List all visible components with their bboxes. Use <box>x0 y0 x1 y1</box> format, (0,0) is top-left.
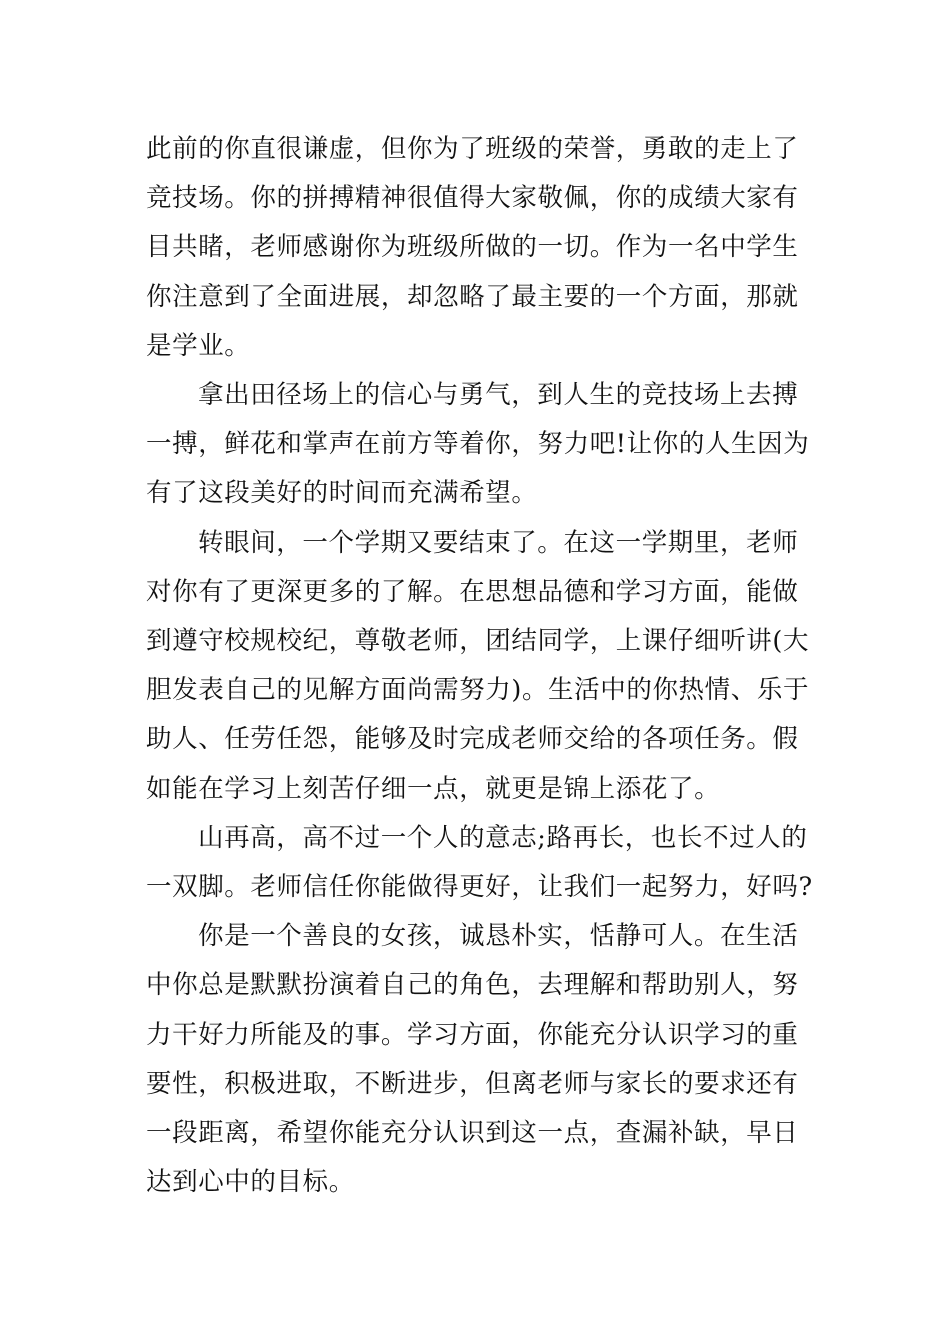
paragraph-line: 对你有了更深更多的了解。在思想品德和学习方面，能做 <box>146 576 799 607</box>
paragraph-line: 此前的你直很谦虚，但你为了班级的荣誉，勇敢的走上了 <box>146 134 799 164</box>
paragraph-line: 山再高，高不过一个人的意志;路再长，也长不过人的 <box>198 822 808 853</box>
paragraph-line: 有了这段美好的时间而充满希望。 <box>146 478 538 509</box>
paragraph-line: 一搏，鲜花和掌声在前方等着你，努力吧!让你的人生因为 <box>146 429 810 460</box>
paragraph-5 <box>146 912 810 1207</box>
paragraph-line: 达到心中的目标。 <box>146 1167 355 1198</box>
paragraph-line: 一段距离，希望你能充分认识到这一点，查漏补缺，早日 <box>146 1118 799 1149</box>
paragraph-line: 你注意到了全面进展，却忽略了最主要的一个方面，那就 <box>146 281 799 312</box>
paragraph-line: 拿出田径场上的信心与勇气，到人生的竞技场上去搏 <box>198 380 799 411</box>
paragraph-line: 竞技场。你的拼搏精神很值得大家敬佩，你的成绩大家有 <box>146 183 799 214</box>
paragraph-line: 一双脚。老师信任你能做得更好，让我们一起努力，好吗? <box>146 872 813 903</box>
paragraph-line: 力干好力所能及的事。学习方面，你能充分认识学习的重 <box>146 1019 799 1050</box>
paragraph-2 <box>146 371 810 519</box>
paragraph-line: 是学业。 <box>146 330 251 361</box>
paragraph-line: 目共睹，老师感谢你为班级所做的一切。作为一名中学生 <box>146 232 799 263</box>
paragraph-line: 如能在学习上刻苦仔细一点，就更是锦上添花了。 <box>146 773 721 804</box>
paragraph-1 <box>146 125 810 371</box>
paragraph-line: 胆发表自己的见解方面尚需努力)。生活中的你热情、乐于 <box>146 675 810 706</box>
document-body <box>146 125 813 1207</box>
paragraph-line: 助人、任劳任怨，能够及时完成老师交给的各项任务。假 <box>146 724 799 755</box>
paragraph-line: 到遵守校规校纪，尊敬老师，团结同学，上课仔细听讲(大 <box>146 626 810 657</box>
paragraph-line: 中你总是默默扮演着自己的角色，去理解和帮助别人，努 <box>146 970 799 1001</box>
paragraph-line: 转眼间，一个学期又要结束了。在这一学期里，老师 <box>198 527 799 558</box>
paragraph-4 <box>146 814 813 912</box>
paragraph-3 <box>146 519 810 814</box>
paragraph-line: 你是一个善良的女孩，诚恳朴实，恬静可人。在生活 <box>198 921 799 952</box>
paragraph-line: 要性，积极进取，不断进步，但离老师与家长的要求还有 <box>146 1068 799 1099</box>
